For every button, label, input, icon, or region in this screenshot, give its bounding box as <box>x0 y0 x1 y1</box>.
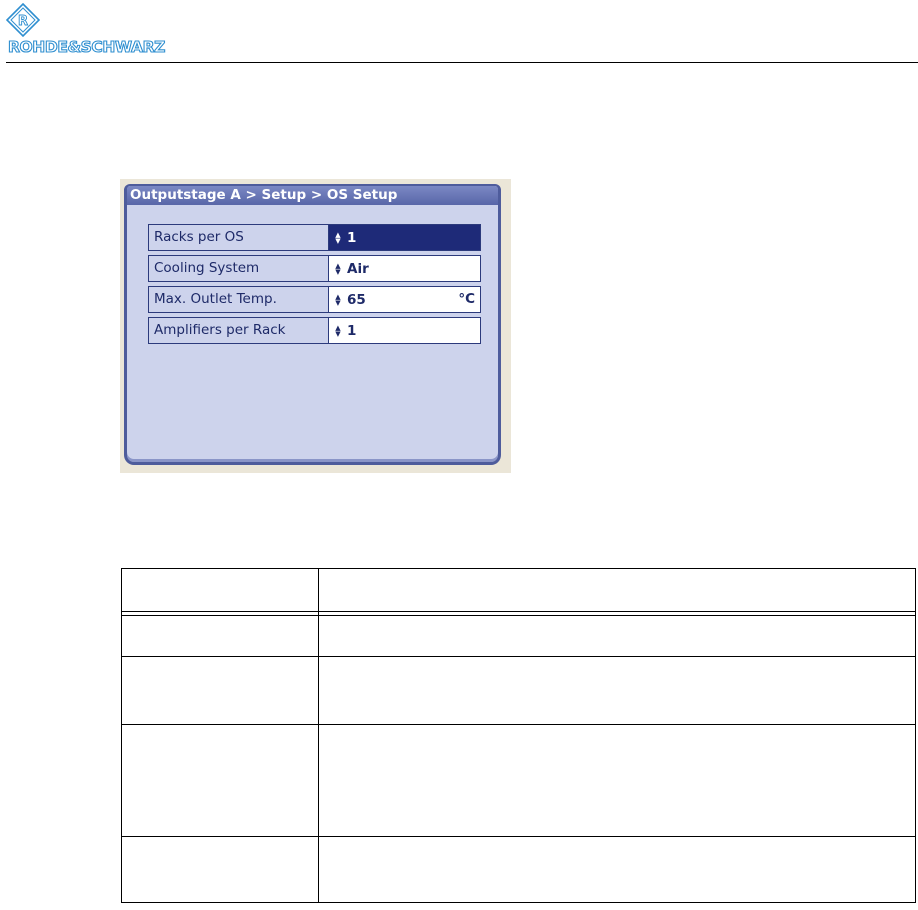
table-row <box>122 657 916 725</box>
rohde-schwarz-diamond-icon <box>6 3 40 37</box>
svg-text:R: R <box>17 14 29 29</box>
setting-unit: °C <box>458 291 475 307</box>
setting-value: Air <box>347 260 369 277</box>
panel-breadcrumb: Outputstage A > Setup > OS Setup <box>127 186 498 205</box>
up-down-arrows-icon[interactable]: ▲ ▼ <box>335 323 341 338</box>
setting-row-racks-per-os[interactable] <box>148 224 481 251</box>
setting-label: Amplifiers per Rack <box>148 317 328 344</box>
setting-value: 65 <box>347 291 366 308</box>
brand-wordmark: ROHDE&SCHWARZ <box>8 38 165 56</box>
table-header-cell <box>122 569 319 612</box>
setting-row-amplifiers-per-rack[interactable] <box>148 317 481 344</box>
table-cell <box>319 725 916 837</box>
screenshot-frame <box>120 179 511 473</box>
table-cell <box>319 837 916 903</box>
setting-value: 1 <box>347 229 357 246</box>
table-cell <box>122 725 319 837</box>
setting-label: Racks per OS <box>148 224 328 251</box>
rohde-schwarz-logo <box>6 3 226 55</box>
parameter-table <box>121 568 916 903</box>
table-row <box>122 616 916 657</box>
setting-label: Cooling System <box>148 255 328 282</box>
setting-value: 1 <box>347 322 357 339</box>
setting-row-cooling-system[interactable] <box>148 255 481 282</box>
cooling-system-spinbox[interactable] <box>328 255 481 282</box>
table-row <box>122 837 916 903</box>
table-cell <box>122 837 319 903</box>
setting-row-max-outlet-temp[interactable] <box>148 286 481 313</box>
table-row <box>122 725 916 837</box>
os-setup-panel <box>124 184 501 465</box>
table-cell <box>319 657 916 725</box>
table-header-cell <box>319 569 916 612</box>
amplifiers-per-rack-spinbox[interactable] <box>328 317 481 344</box>
up-down-arrows-icon[interactable]: ▲ ▼ <box>335 261 341 276</box>
header-rule <box>6 62 918 63</box>
max-outlet-temp-spinbox[interactable] <box>328 286 481 313</box>
table-cell <box>319 616 916 657</box>
table-header-row <box>122 569 916 612</box>
table-cell <box>122 657 319 725</box>
up-down-arrows-icon[interactable]: ▲ ▼ <box>335 292 341 307</box>
up-down-arrows-icon[interactable]: ▲ ▼ <box>335 230 341 245</box>
settings-list <box>148 224 481 348</box>
table-cell <box>122 616 319 657</box>
racks-per-os-spinbox[interactable] <box>328 224 481 251</box>
setting-label: Max. Outlet Temp. <box>148 286 328 313</box>
